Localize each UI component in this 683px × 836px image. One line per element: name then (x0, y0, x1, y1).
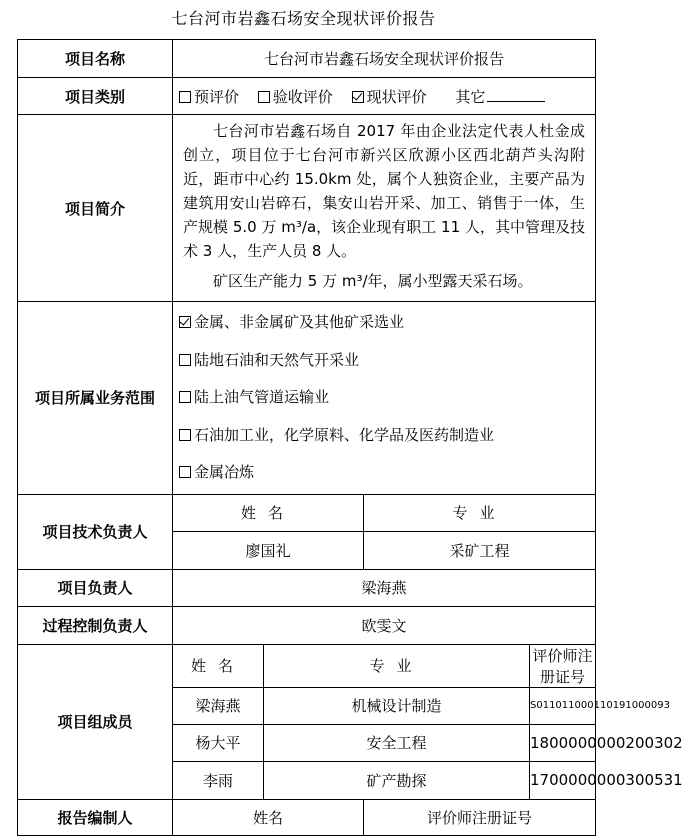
members-name-header: 姓名 (173, 644, 264, 687)
intro-paragraph-2: 矿区生产能力 5 万 m³/年，属小型露天采石场。 (213, 272, 533, 290)
report-author-label: 报告编制人 (18, 799, 173, 835)
row-project-type (18, 78, 596, 115)
row-tech-lead-header (18, 494, 596, 531)
project-intro-text (173, 115, 596, 302)
member-name: 杨大平 (173, 724, 264, 761)
checkbox-pipeline-transport-icon[interactable] (179, 391, 191, 403)
row-project-name (18, 40, 596, 78)
project-lead-label: 项目负责人 (18, 569, 173, 606)
type-option-other[interactable]: 其它 (455, 88, 545, 106)
tech-lead-major: 采矿工程 (364, 531, 596, 569)
member-cert: 1800000000200302 (530, 724, 596, 761)
intro-paragraph-1: 七台河市岩鑫石场自 2017 年由企业法定代表人杜金成创立，项目位于七台河市新兴区欣源小区西北葫芦头沟附近，距市中心约 15.0km 处，属个人独资企业，主要产品为建筑用安山岩碎石，集安山岩开采、加工、销售于一体，生产规模 5.0 万 m³/a，该企业现有职工 11 人，其中管理及技术 3 人，生产人员 8 人。 (183, 122, 586, 260)
type-option-acceptance-evaluation[interactable]: 验收评价 (258, 88, 333, 106)
tech-lead-label: 项目技术负责人 (18, 494, 173, 569)
member-major: 安全工程 (264, 724, 530, 761)
document-title: 七台河市岩鑫石场安全现状评价报告 (171, 9, 436, 28)
member-name: 梁海燕 (173, 687, 264, 724)
row-project-lead (18, 569, 596, 606)
scope-item-petrochemical[interactable]: 石油加工业，化学原料、化学品及医药制造业 (179, 417, 589, 455)
type-option-status-evaluation[interactable]: 现状评价 (352, 88, 427, 106)
project-intro-label: 项目简介 (18, 115, 173, 302)
row-project-intro (18, 115, 596, 302)
scope-item-metal-mining[interactable]: 金属、非金属矿及其他矿采选业 (179, 304, 589, 342)
members-major-header: 专业 (264, 644, 530, 687)
project-name-label: 项目名称 (18, 40, 173, 78)
row-business-scope (18, 302, 596, 495)
process-lead-label: 过程控制负责人 (18, 606, 173, 644)
report-author-name-header: 姓名 (173, 799, 364, 835)
project-lead-name: 梁海燕 (173, 569, 596, 606)
project-type-label: 项目类别 (18, 78, 173, 115)
checkbox-pre-evaluation-icon[interactable] (179, 91, 191, 103)
checkbox-acceptance-evaluation-icon[interactable] (258, 91, 270, 103)
checkbox-status-evaluation-checked-icon[interactable] (352, 91, 364, 103)
project-name-value: 七台河市岩鑫石场安全现状评价报告 (173, 40, 596, 78)
tech-lead-major-header: 专业 (364, 494, 596, 531)
members-label: 项目组成员 (18, 644, 173, 799)
business-scope-label: 项目所属业务范围 (18, 302, 173, 495)
type-option-pre-evaluation[interactable]: 预评价 (179, 88, 239, 106)
scope-item-oil-gas-extraction[interactable]: 陆地石油和天然气开采业 (179, 342, 589, 380)
checkbox-metal-mining-checked-icon[interactable] (179, 316, 191, 328)
row-members-header (18, 644, 596, 687)
scope-item-metal-smelting[interactable]: 金属冶炼 (179, 454, 589, 492)
member-major: 机械设计制造 (264, 687, 530, 724)
report-author-cert-header: 评价师注册证号 (364, 799, 596, 835)
scope-item-pipeline-transport[interactable]: 陆上油气管道运输业 (179, 379, 589, 417)
checkbox-metal-smelting-icon[interactable] (179, 466, 191, 478)
project-type-options (173, 78, 596, 115)
process-lead-name: 欧雯文 (173, 606, 596, 644)
member-cert: S011011000110191000093 (530, 687, 596, 724)
member-name: 李雨 (173, 761, 264, 799)
business-scope-list (173, 302, 596, 495)
member-cert: 1700000000300531 (530, 761, 596, 799)
other-blank-line[interactable] (487, 87, 545, 102)
checkbox-petrochemical-icon[interactable] (179, 429, 191, 441)
members-cert-header: 评价师注册证号 (530, 644, 596, 687)
tech-lead-name: 廖国礼 (173, 531, 364, 569)
checkbox-oil-gas-extraction-icon[interactable] (179, 354, 191, 366)
row-process-lead (18, 606, 596, 644)
tech-lead-name-header: 姓名 (173, 494, 364, 531)
member-major: 矿产勘探 (264, 761, 530, 799)
evaluation-form-table (17, 39, 683, 836)
row-report-author (18, 799, 596, 835)
